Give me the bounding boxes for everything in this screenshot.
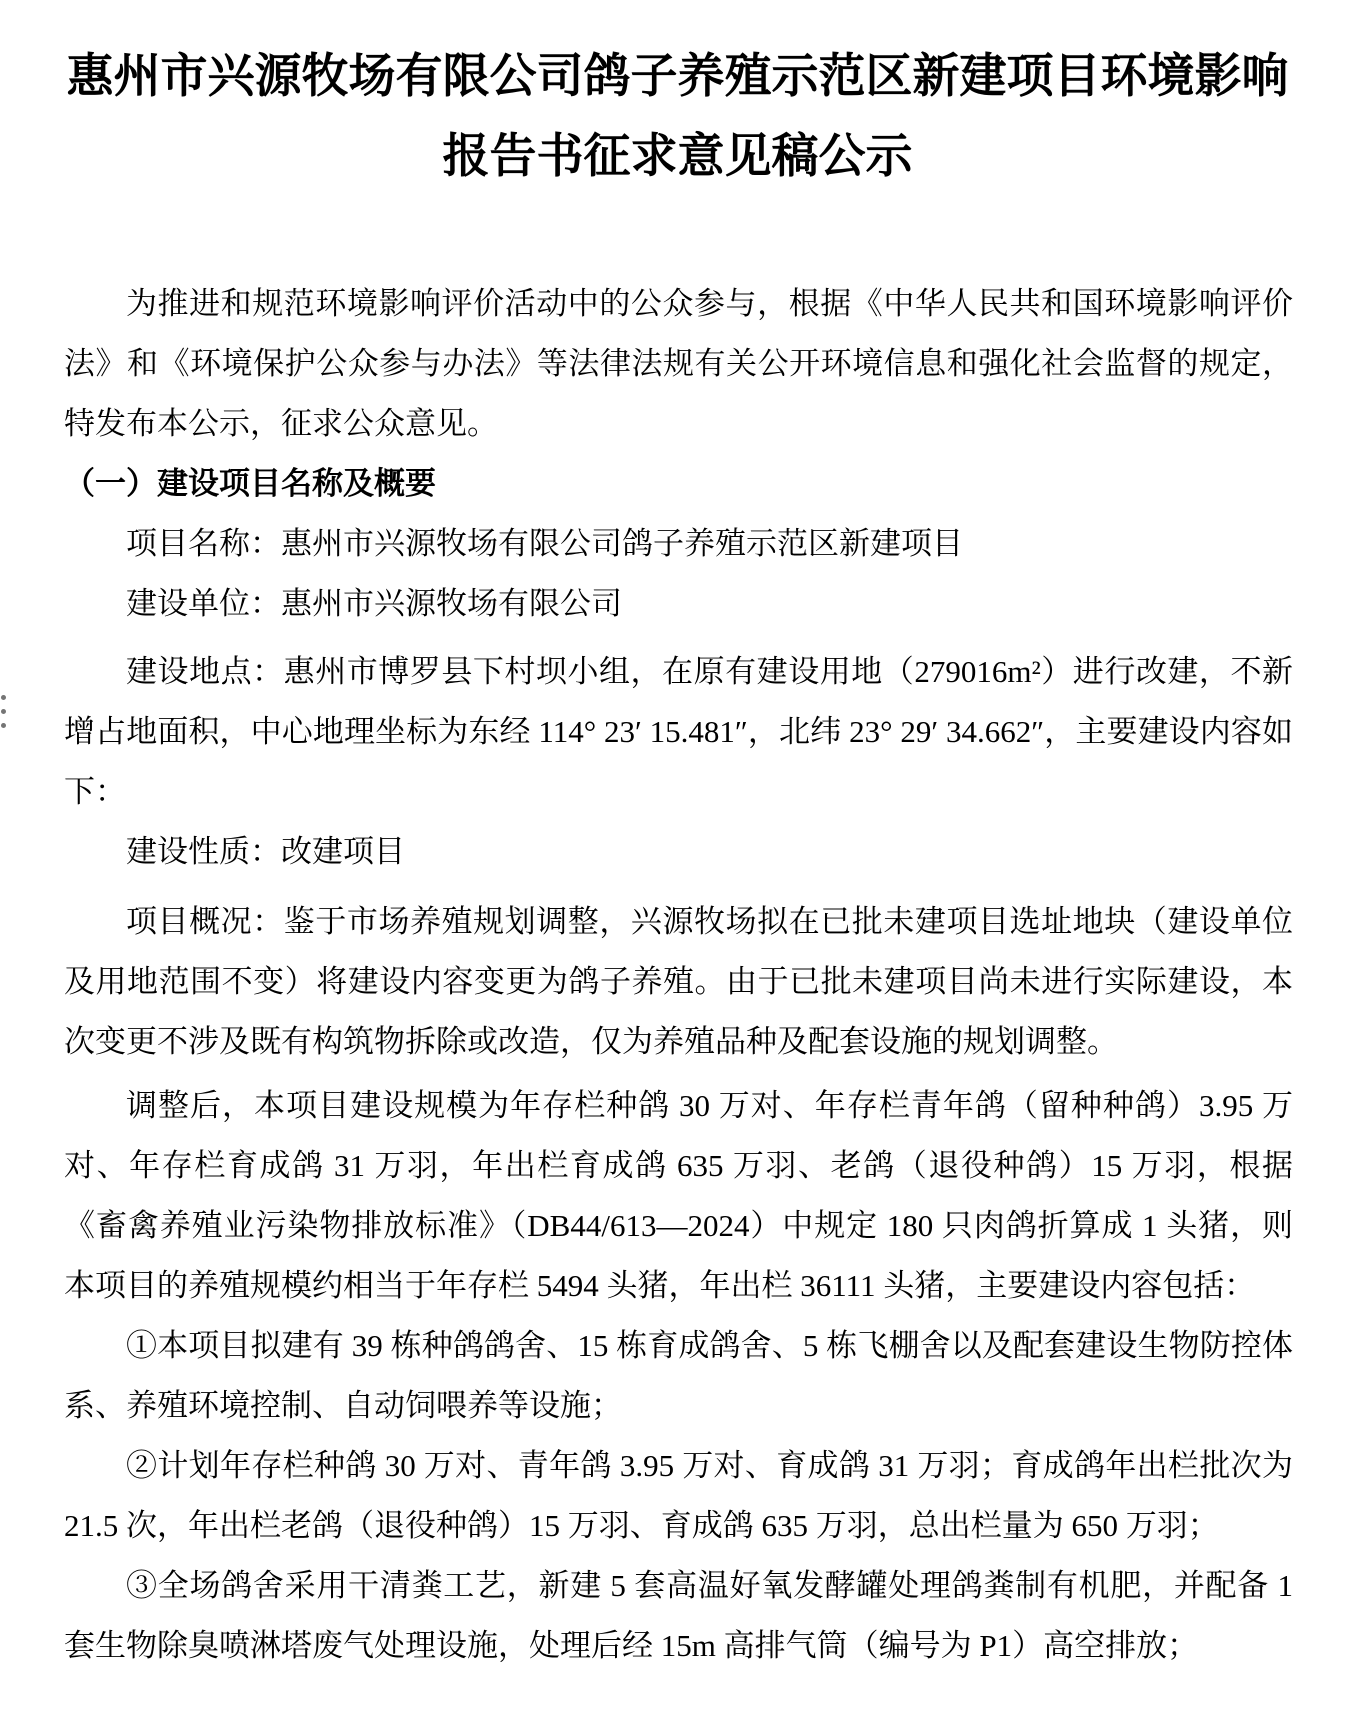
document-title bbox=[40, 36, 1315, 196]
edge-dot bbox=[1, 709, 6, 714]
scale-adjustment-paragraph: 调整后，本项目建设规模为年存栏种鸽 30 万对、年存栏青年鸽（留种种鸽）3.95 万对、年存栏育成鸽 31 万羽，年出栏育成鸽 635 万羽、老鸽（退役种鸽）15 万羽，根据《畜禽养殖业污染物排放标准》（DB44/613—2024）中规定 180 只肉鸽折算成 1 头猪，则本项目的养殖规模约相当于年存栏 5494 头猪，年出栏 36111 头猪，主要建设内容包括： bbox=[64, 1088, 1293, 1303]
item-2-paragraph: ②计划年存栏种鸽 30 万对、青年鸽 3.95 万对、育成鸽 31 万羽；育成鸽年出栏批次为 21.5 次，年出栏老鸽（退役种鸽）15 万羽、育成鸽 635 万羽，总出栏量为 650 万羽； bbox=[64, 1448, 1293, 1543]
project-name-line: 项目名称：惠州市兴源牧场有限公司鸽子养殖示范区新建项目 bbox=[126, 526, 963, 561]
document-title-line-1: 惠州市兴源牧场有限公司鸽子养殖示范区新建项目环境影响 bbox=[66, 49, 1289, 102]
construction-nature-line: 建设性质：改建项目 bbox=[126, 834, 405, 869]
edge-dot bbox=[1, 723, 6, 728]
vertical-dots-icon bbox=[1, 695, 7, 737]
document-body bbox=[64, 274, 1293, 1676]
edge-dot bbox=[1, 695, 6, 700]
project-overview-paragraph: 项目概况：鉴于市场养殖规划调整，兴源牧场拟在已批未建项目选址地块（建设单位及用地范围不变）将建设内容变更为鸽子养殖。由于已批未建项目尚未进行实际建设，本次变更不涉及既有构筑物拆除或改造，仅为养殖品种及配套设施的规划调整。 bbox=[64, 904, 1293, 1059]
item-3-paragraph: ③全场鸽舍采用干清粪工艺，新建 5 套高温好氧发酵罐处理鸽粪制有机肥，并配备 1 套生物除臭喷淋塔废气处理设施，处理后经 15m 高排气筒（编号为 P1）高空排放； bbox=[64, 1568, 1293, 1663]
document-page bbox=[0, 36, 1355, 1710]
section-1-heading: （一）建设项目名称及概要 bbox=[64, 466, 436, 501]
document-title-line-2: 报告书征求意见稿公示 bbox=[442, 129, 913, 182]
construction-unit-line: 建设单位：惠州市兴源牧场有限公司 bbox=[126, 586, 622, 621]
construction-site-paragraph: 建设地点：惠州市博罗县下村坝小组，在原有建设用地（279016m²）进行改建，不新增占地面积，中心地理坐标为东经 114° 23′ 15.481″，北纬 23° 29′ 34.662″，主要建设内容如下： bbox=[64, 654, 1293, 809]
item-1-paragraph: ①本项目拟建有 39 栋种鸽鸽舍、15 栋育成鸽舍、5 栋飞棚舍以及配套建设生物防控体系、养殖环境控制、自动饲喂养等设施； bbox=[64, 1328, 1293, 1423]
intro-paragraph: 为推进和规范环境影响评价活动中的公众参与，根据《中华人民共和国环境影响评价法》和《环境保护公众参与办法》等法律法规有关公开环境信息和强化社会监督的规定，特发布本公示，征求公众意见。 bbox=[64, 286, 1293, 441]
